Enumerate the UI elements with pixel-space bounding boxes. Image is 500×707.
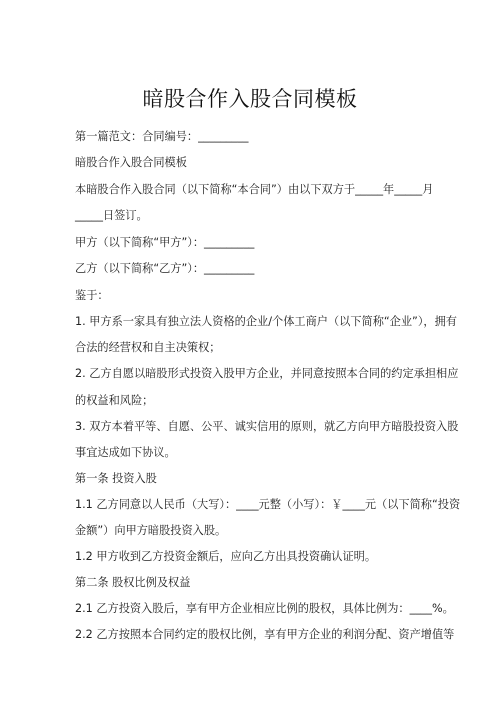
party-a-line: 甲方（以下简称“甲方”）：_________ [75, 236, 255, 249]
clause-line: 合法的经营权和自主决策权； [75, 341, 221, 354]
clause-line: 2. 乙方自愿以暗股形式投资入股甲方企业，并同意按照本合同的约定承担相应 [75, 367, 459, 380]
whereas-heading: 鉴于： [75, 289, 109, 302]
clause-line: 2.2 乙方按照本合同约定的股权比例，享有甲方企业的利润分配、资产增值等 [75, 628, 455, 641]
contract-number-line: 第一篇范文：合同编号：_________ [75, 130, 249, 143]
clause-line: 1.2 甲方收到乙方投资金额后，应向乙方出具投资确认证明。 [75, 550, 377, 563]
paragraph-line: 本暗股合作入股合同（以下简称“本合同”）由以下双方于_____年_____月 [75, 183, 434, 196]
paragraph-line: _____日签订。 [75, 209, 148, 222]
party-b-line: 乙方（以下简称“乙方”）：_________ [75, 262, 255, 275]
clause-line: 3. 双方本着平等、自愿、公平、诚实信用的原则，就乙方向甲方暗股投资入股 [75, 420, 459, 433]
clause-line: 1.1 乙方同意以人民币（大写）：____元整（小写）：￥____元（以下简称“投资 [75, 498, 461, 511]
article-heading: 第一条 投资入股 [75, 472, 157, 485]
document-title: 暗股合作入股合同模板 [142, 87, 358, 111]
clause-line: 的权益和风险； [75, 394, 154, 407]
subtitle-line: 暗股合作入股合同模板 [75, 156, 187, 169]
clause-line: 1. 甲方系一家具有独立法人资格的企业/个体工商户（以下简称“企业”），拥有 [75, 315, 457, 328]
clause-line: 2.1 乙方投资入股后，享有甲方企业相应比例的股权，具体比例为：____%。 [75, 602, 454, 615]
clause-line: 金额”）向甲方暗股投资入股。 [75, 524, 227, 537]
article-heading: 第二条 股权比例及权益 [75, 576, 191, 589]
clause-line: 事宜达成如下协议。 [75, 446, 176, 459]
